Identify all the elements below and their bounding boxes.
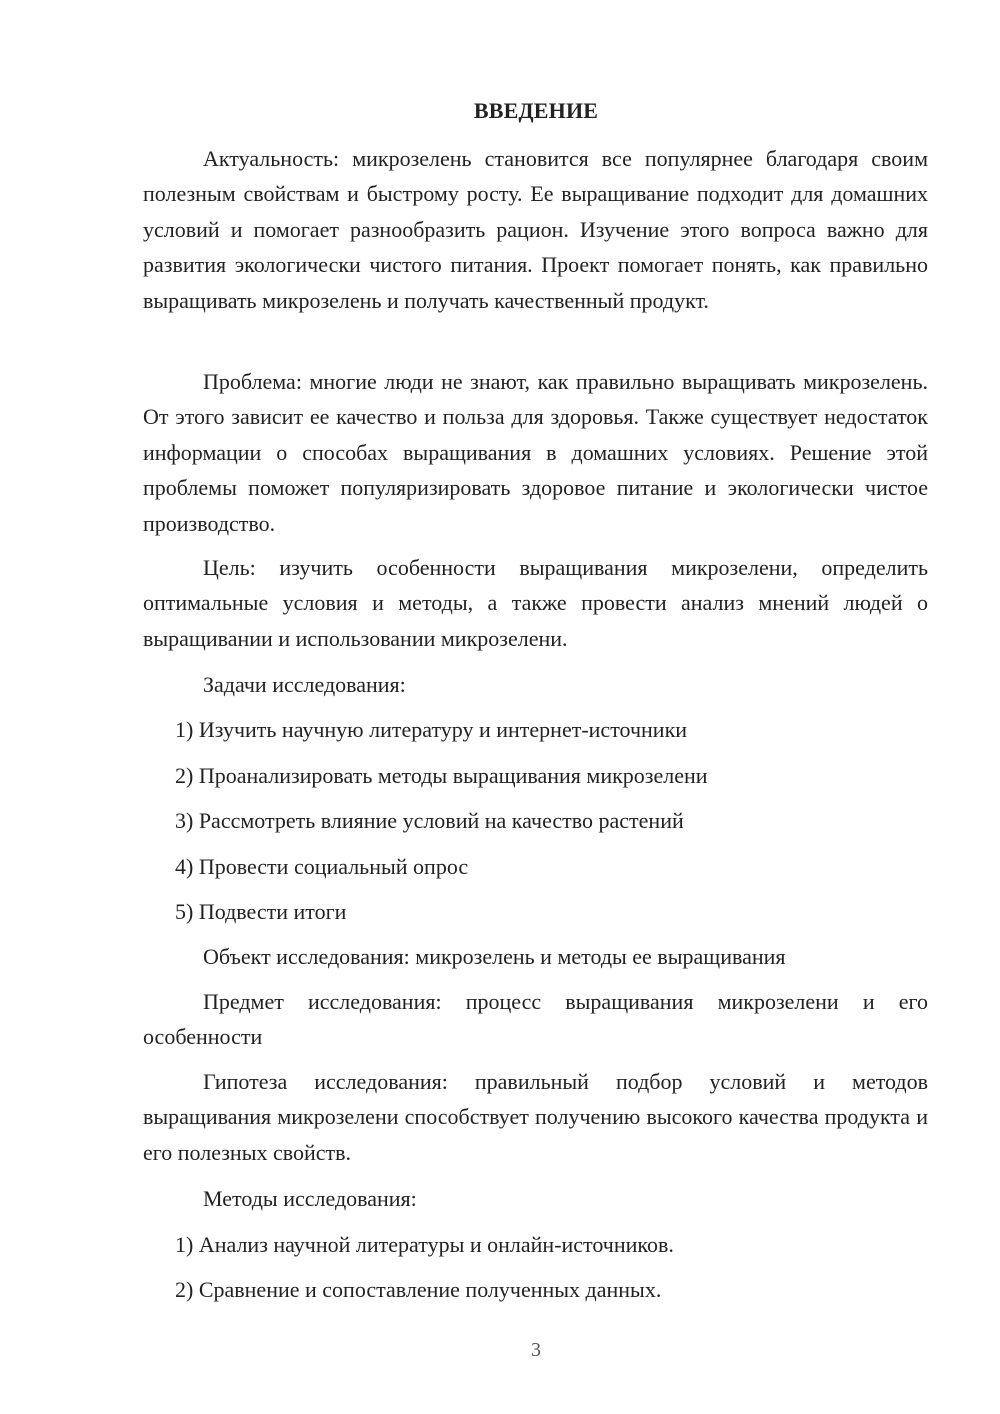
page-number: 3	[531, 1339, 541, 1361]
method-item: 2) Сравнение и сопоставление полученных данных.	[175, 1277, 662, 1302]
task-item: 2) Проанализировать методы выращивания микрозелени	[175, 763, 708, 788]
methods-title: Методы исследования:	[203, 1186, 417, 1211]
section-heading: ВВЕДЕНИЕ	[473, 98, 599, 123]
task-item: 1) Изучить научную литературу и интернет-источники	[175, 717, 688, 742]
relevance-paragraph: Актуальность: микрозелень становится все популярнее благодаря своим полезным свойствам и быстрому росту. Ее выращивание подходит для домашних условий и помогает разнообразить рацион. Изучение этого вопроса важно для развития экологически чистого питания. Проект помогает понять, как правильно выращивать микрозелень и получать качественный продукт.	[143, 146, 928, 313]
problem-paragraph: Проблема: многие люди не знают, как правильно выращивать микрозелень. От этого зависит ее качество и польза для здоровья. Также существует недостаток информации о способах выращивания в домашних условиях. Решение этой проблемы поможет популяризировать здоровое питание и экологически чистое производство.	[143, 369, 928, 536]
task-item: 3) Рассмотреть влияние условий на качество растений	[175, 808, 684, 833]
object-line: Объект исследования: микрозелень и методы ее выращивания	[203, 944, 786, 969]
subject-paragraph: Предмет исследования: процесс выращивания микрозелени и его особенности	[143, 989, 928, 1050]
task-item: 4) Провести социальный опрос	[175, 854, 469, 879]
task-item: 5) Подвести итоги	[175, 899, 347, 924]
goal-paragraph: Цель: изучить особенности выращивания микрозелени, определить оптимальные условия и методы, а также провести анализ мнений людей о выращивании и использовании микрозелени.	[143, 555, 928, 651]
tasks-title: Задачи исследования:	[203, 672, 406, 697]
hypothesis-paragraph: Гипотеза исследования: правильный подбор условий и методов выращивания микрозелени способствует получению высокого качества продукта и его полезных свойств.	[143, 1069, 928, 1165]
method-item: 1) Анализ научной литературы и онлайн-источников.	[175, 1232, 674, 1257]
